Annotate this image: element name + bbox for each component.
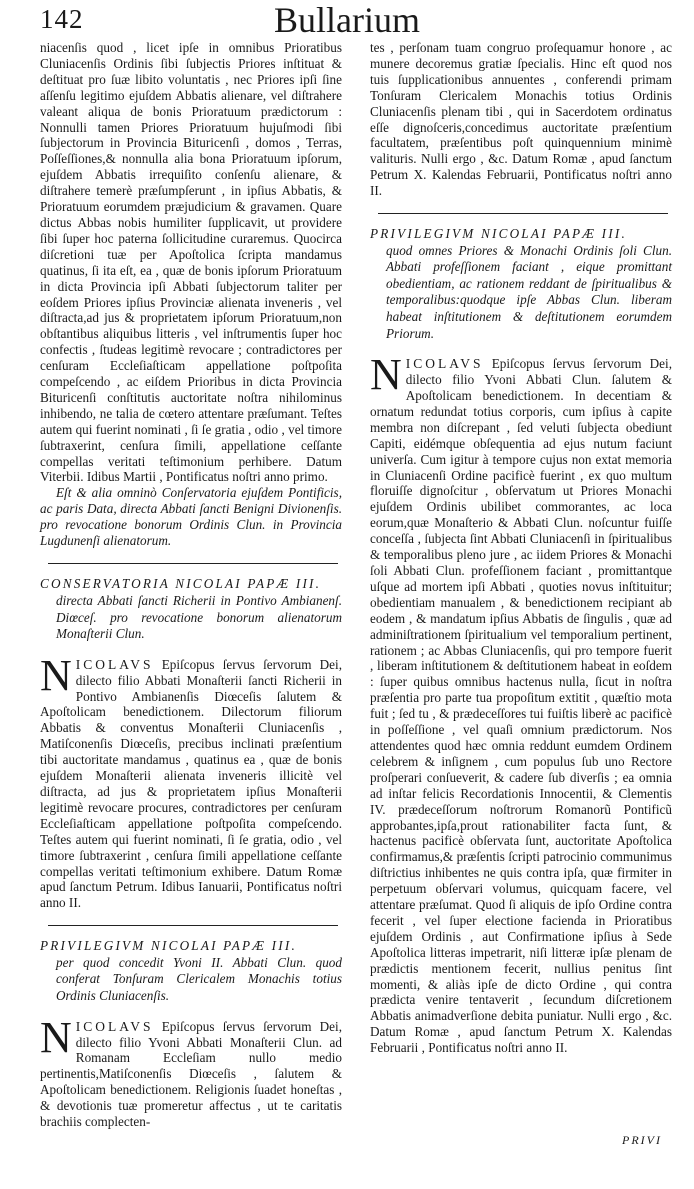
- right-column: [370, 40, 672, 1056]
- letter-body: [40, 650, 342, 912]
- continuation-text: tes , perſonam tuam congruo proſequamur honore , ac munere decoremus gratiæ ſpecialis. Hinc eſt quod nos tuis ſupplicationibus annuentes , conferendi primam Tonſuram Clericalem Monachis totius Ordinis Cluniacenſis plenam tibi , qui in Sacerdotem ordinatus eſſe dignoſceris,concedimus auctoritate præſentium facultatem, præſentibus poſt quinquennium minimè valituris. Nulli ergo , &c. Datum Romæ , apud ſanctum Petrum X. Kalendas Februarii, Pontificatus noſtri anno II.: [370, 40, 672, 199]
- letter-text: Epiſcopus ſervus ſervorum Dei, dilecto filio Yvoni Abbati Clun. ſalutem & Apoſtolicam benedictionem. In decentiam & ornatum redundat totius corporis, cum ipſius à capite membra non diſcrepant , ſed veluti ſubjecta obediunt Capiti, eidémque obſequentia ad ejus nutum faciunt univerſa. Cum igitur à tempore cujus non extat memoria in Cluniacenſi Ordine pacificè fuerint , ex quo multum floruiſſe dignoſcitur , obſervatum ut Priores Monachi ejuſdem Ordinis ubilibet commorantes, ac loca eorum,quæ Monaſterio & Abbati Clun. noſcuntur fuiſſe conceſſa , ſubjecta ſint Abbati Cluniacenſi in ſpiritualibus & temporalibus pleno jure , ac iidem Priores & Monachi ſoli Abbati Clun. profeſſionem faciant , promittantque uſque ad mortem ipſi Abbati , quoties novus inſtituitur; obedientiam manualem , & benedictionem recipiant ab eodem , & mandatum ipſius Abbatis de ſingulis , quæ ad adminiſtrationem ſpiritualium vel temporalium pertinent, rationem ; ac Abbas Cluniacenſis, qui pro tempore fuerit , liberam inſtitutionem & deſtitutionem habeat in eoſdem : ſuper quibus omnibus hactenus nulla, ſicut in noſtra præſentia pro parte tua propoſitum extitit , quæſtio mota fuit ; ſed tu , & prædeceſſores tui fuiſtis liberè ac pacificè in poſſeſſione , vel quaſi omnium prædictorum. Nos attendentes quod hæc omnia reddunt eumdem Ordinem celebrem & inſignem , cum populus ſub uno Rectore proſperari conſueverit, & cadere ſub diverſis ; ea omnia ad inſtar felicis Recordationis Innocentii, & Clementis IV. prædeceſſorum noſtrorum Romanorũ Pontificũ approbantes,ipſa,prout rationabiliter facta ſunt, & hactenus pacificè obſervata ſunt, auctoritate Apoſtolica confirmamus,& præſentis ſcripti patrocinio communimus diſtrictius inhibentes ne quis contra ipſa, quæ firmiter in perpetuum obſervari volumus, quicquam facere, vel attentare præſumat. Quod ſi aliquis de ipſo Ordine contra fecerit , vel ſuper electione facienda in Prioratibus ejuſdem Ordinis , aut Confirmatione ipſius à Sede Apoſtolica litteras impetrarit, niſi litteræ ipſæ plenam de prædictis mentionem fecerit, nullius penitus ſint momenti, & aliàs ipſe de dicto Ordine , qui contra prædicta venire tentaverit , ſecundum diſcretionem Abbatis animadverſione debita puniatur. Nulli ergo , &c. Datum Romæ , apud ſanctum Petrum X. Kalendas Februarii , Pontificatus noſtri anno II.: [370, 356, 672, 1056]
- small-caps-name: ICOLAVS: [75, 656, 154, 672]
- rubric-privilegium-profession: [370, 226, 672, 342]
- left-column: [40, 40, 342, 1130]
- continuation-text: niacenſis quod , licet ipſe in omnibus Prioratibus Cluniacenſis Ordinis ſibi ſubjectis Priores inſtituat & deſtituat pro ſuæ libito voluntatis , nec Priores ipſi ſine aſſenſu legitimo ejuſdem Abbatis alienare, vel diſtrahere valeant aliqua de bonis Prioratuum prædictorum : Nonnulli tamen Priores Prioratuum hujuſmodi ſibi ſubjectorum in Provincia Bituricenſi , domos , Terras, Poſſeſſiones,& nonnulla alia bona Prioratuum ipſorum, ejuſdem Abbatis irrequiſito conſenſu alienare, & diſtrahere temerè præſumpſerunt , in ipſius Abbatis, & Prioratuum eorumdem præjudicium & gravamen. Quare dictus Abbas nobis humiliter ſupplicavit, ut providere ſibi ſuper hoc paterna ſollicitudine curaremus. Quocirca diſcretioni tuæ per Apoſtolica ſcripta mandamus quatinus, ſi ita eſt, ea , quæ de bonis ipſorum Prioratuum in dicta Provincia ipſi Abbati ſubjectorum taliter per eoſdem Priores ipſius Provinciæ alienata inveneris , vel diſtracta,ad jus & proprietatem ipſorum Prioratuum,non obſtantibus aliquibus litteris , vel inſtrumentis ſuper hoc confectis , ſtudeas legitimè revocare ; contradictores per cenſuram Eccleſiaſticam appellatione poſtpoſita compeſcendo , ac eiſdem Prioribus in dicta Provincia Bituricenſi conſtitutis auctoritate noſtra nihilominus inhibendo, ne talia de cœtero attentare præſumant. Teſtes autem qui fuerint nominati , ſi ſe gratia , odio , vel timore ſubtraxerint, cenſura ſimili, appellatione ceſſante compellas veritati teſtimonium perhibere. Datum Viterbii. Idibus Martii , Pontificatus noſtri anno primo.: [40, 40, 342, 485]
- rubric-subheading: quod omnes Priores & Monachi Ordinis ſoli Clun. Abbati profeſſionem faciant , eique promittant obedientiam, ac rationem reddant de ſpiritualibus & temporalibus:quodque ipſe Abbas Clun. liberam habeat inſtitutionem & deſtitutionem eorumdem Priorum.: [386, 242, 672, 341]
- letter-text: Epiſcopus ſervus ſervorum Dei, dilecto filio Abbati Monaſterii ſancti Richerii in Pontivo Ambianenſis Diœceſis ſalutem & Apoſtolicam benedictionem. Dilectorum filiorum Abbatis & conventus Monaſterii Cluniacenſis , Matiſconenſis Diœceſis, precibus inclinati præſentium tibi auctoritate mandamus , quatinus ea , quæ de bonis ejuſdem Monaſterii alienata inveneris illicitè vel diſtracta, ad jus & proprietatem ipſius Monaſterii legitimè revocare procures, contradictores per cenſuram Eccleſiaſticam appellatione poſtpoſita compeſcendo. Teſtes autem qui fuerint nominati, ſi ſe gratia, odio , vel timore ſubtraxerint , cenſura ſimili appellatione ceſſante compellas veritati teſtimonium exhibere. Datum Romæ apud ſanctum Petrum. Idibus Ianuarii, Pontificatus noſtri anno II.: [40, 656, 342, 911]
- letter-body: [370, 350, 672, 1056]
- rubric-privilegium-tonsure: [40, 938, 342, 1004]
- rubric-heading: PRIVILEGIVM NICOLAI PAPÆ III.: [370, 226, 627, 242]
- page-number: 142: [40, 4, 84, 34]
- rubric-subheading: directa Abbati ſancti Richerii in Pontivo Ambianenſ. Diœceſ. pro revocatione bonorum alienatorum Monaſterii Clun.: [56, 592, 342, 642]
- catchword: PRIVI: [622, 1133, 662, 1147]
- small-caps-name: ICOLAVS: [405, 356, 484, 372]
- drop-cap: N: [40, 1012, 72, 1062]
- section-divider: [48, 563, 338, 564]
- rubric-subheading: per quod concedit Yvoni II. Abbati Clun. quod conferat Tonſuram Clericalem Monachis totius Ordinis Cluniacenſis.: [56, 954, 342, 1004]
- editorial-note: Eſt & alia omninò Conſervatoria ejuſdem Pontificis, ac paris Data, directa Abbati ſancti Benigni Divionenſis. pro revocatione bonorum Ordinis Clun. in Provincia Lugdunenſi alienatorum.: [40, 485, 342, 549]
- drop-cap: N: [370, 350, 402, 400]
- rubric-heading: CONSERVATORIA NICOLAI PAPÆ III.: [40, 576, 322, 592]
- drop-cap: N: [40, 650, 72, 700]
- letter-text: Epiſcopus ſervus ſervorum Dei, dilecto filio Yvoni Abbati Monaſterii Clun. ad Romanam Eccleſiam nullo medio pertinentis,Matiſconenſis Diœceſis , ſalutem & Apoſtolicam benedictionem. Religionis ſuadet honeſtas , & devotionis tuæ promeretur affectus , ut te caritatis brachiis complecten-: [40, 1018, 342, 1130]
- letter-body: [40, 1012, 342, 1130]
- section-divider: [48, 925, 338, 926]
- running-title: Bullarium: [274, 0, 420, 40]
- rubric-conservatoria: [40, 576, 342, 642]
- rubric-heading: PRIVILEGIVM NICOLAI PAPÆ III.: [40, 938, 297, 954]
- small-caps-name: ICOLAVS: [75, 1018, 154, 1034]
- section-divider: [378, 213, 668, 214]
